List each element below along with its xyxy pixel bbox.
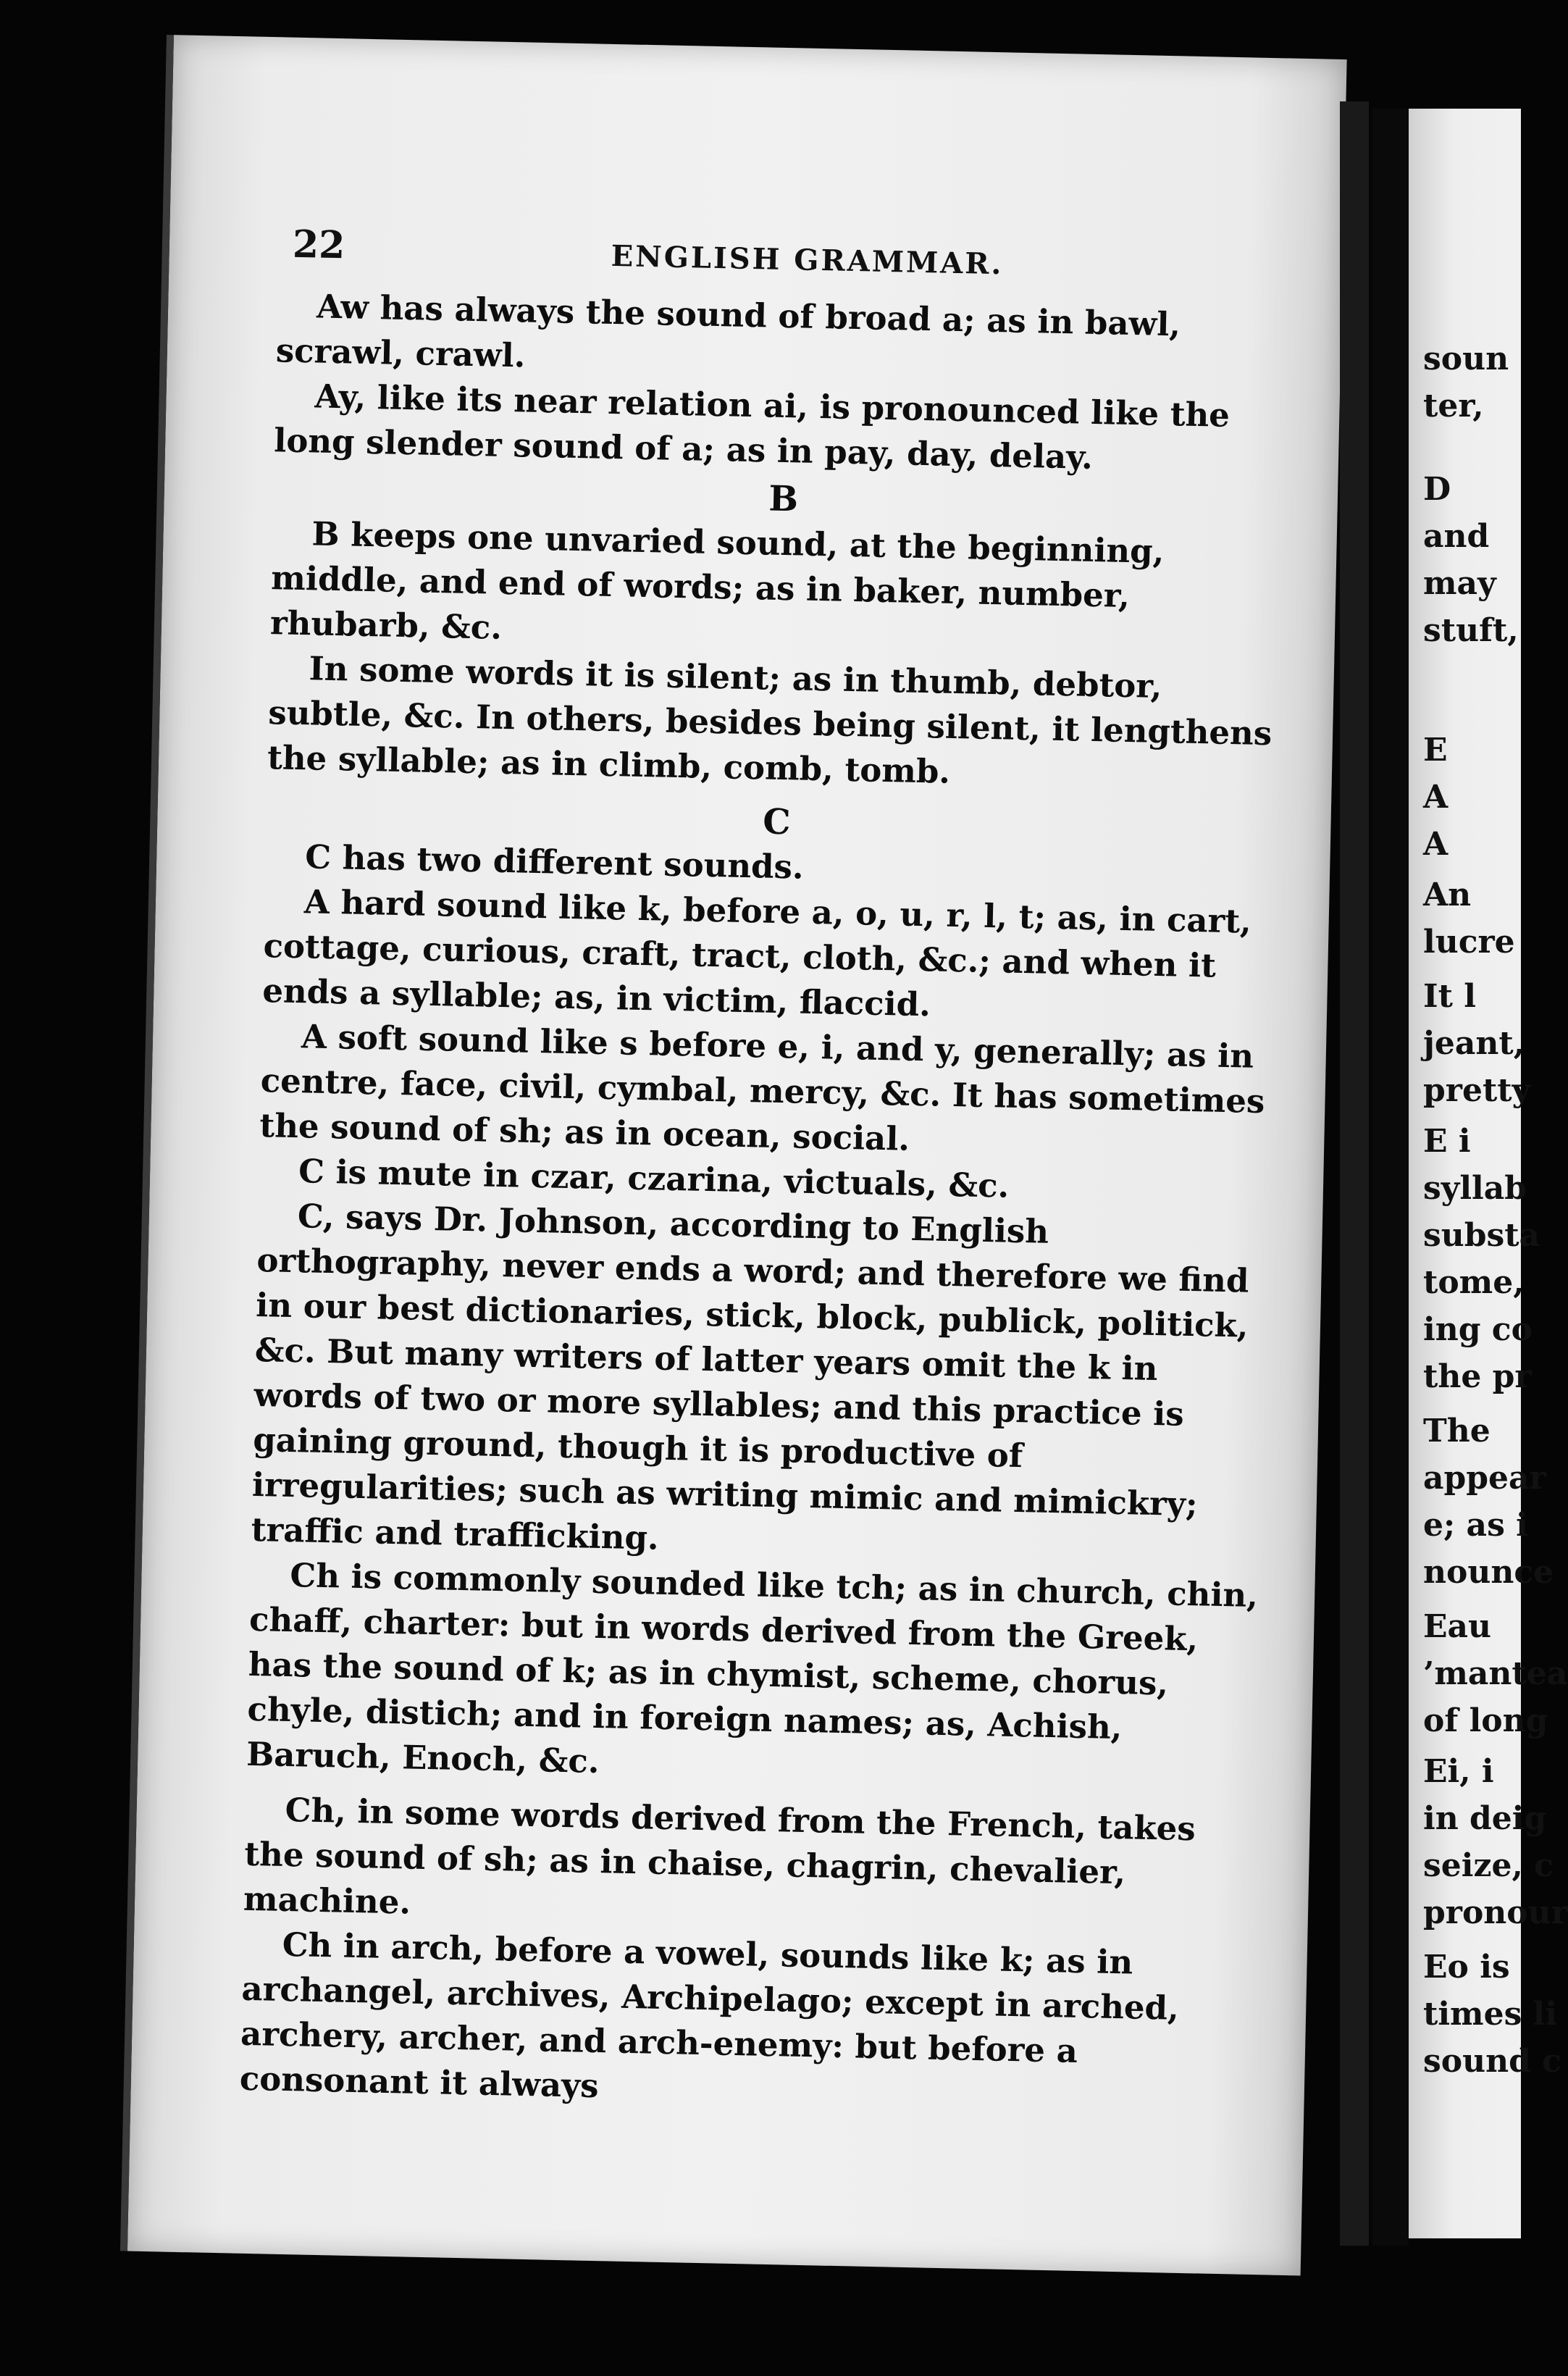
fragment-line: tome, <box>1423 1264 1525 1301</box>
fragment-line: lucre <box>1423 924 1515 961</box>
fragment-line: of long <box>1423 1702 1548 1739</box>
section-heading-b: B <box>768 478 799 520</box>
paragraph-b-silent: In some words it is silent; as in thumb, debtor, subtle, &c. In others, besides being silent, it lengthens the syllable; as in climb, comb, tomb. <box>267 649 1273 791</box>
fragment-line: Eo is <box>1423 1949 1510 1986</box>
section-heading-c: C <box>762 801 792 843</box>
fragment-line: ter, <box>1423 388 1484 424</box>
paragraph-ch-arch: Ch in arch, before a vowel, sounds like k; as in archangel, archives, Archipelago; except in arched, archery, archer, and arch-enemy: but before a consonant it always <box>239 1925 1180 2106</box>
fragment-line: A <box>1423 779 1448 816</box>
fragment-line: may <box>1423 565 1496 602</box>
fragment-line: jeant, <box>1423 1025 1525 1062</box>
running-head: ENGLISH GRAMMAR. <box>611 238 1004 282</box>
book-page <box>120 35 1347 2275</box>
fragment-line: ’mantea <box>1423 1655 1568 1692</box>
fragment-line: A <box>1423 826 1448 863</box>
fragment-line: nounce <box>1423 1554 1554 1591</box>
paragraph-ch-tch: Ch is commonly sounded like tch; as in church, chin, chaff, charter: but in words derived from the Greek, has the sound of k; as in chymist, scheme, chorus, chyle, distich; and in foreign names; as, Achish, Baruch, Enoch, &c. <box>246 1556 1259 1781</box>
paragraph-aw: Aw has always the sound of broad a; as in bawl, scrawl, crawl. <box>275 287 1181 375</box>
fragment-line: stuft, <box>1423 612 1519 649</box>
fragment-line: in deig <box>1423 1800 1547 1837</box>
paragraph-c-sounds: C has two different sounds. <box>304 837 805 887</box>
fragment-line: syllab <box>1423 1170 1527 1207</box>
fragment-line: E <box>1423 732 1448 769</box>
fragment-line: pronour <box>1423 1894 1568 1931</box>
paragraph-b-sound: B keeps one unvaried sound, at the beginning, middle, and end of words; as in baker, number, rhubarb, &c. <box>269 514 1165 647</box>
fragment-line: E i <box>1423 1123 1471 1160</box>
fragment-line: The <box>1423 1413 1491 1450</box>
fragment-line: D <box>1423 471 1451 508</box>
paragraph-c-johnson: C, says Dr. Johnson, according to English orthography, never ends a word; and therefore we find in our best dictionaries, stick, block, publick, politick, &c. But many writers of latter years omit the k in words of two or more syllables; and this practice is gaining ground, though it is productive of irregularities; such as writing mimic and mimickry; traffic and trafficking. <box>251 1197 1249 1557</box>
page-edge-shadow <box>1340 101 1369 2246</box>
fragment-line: It l <box>1423 978 1476 1015</box>
fragment-line: appear <box>1423 1460 1546 1497</box>
fragment-line: seize, c <box>1423 1847 1554 1884</box>
paragraph-c-soft: A soft sound like s before e, i, and y, generally; as in centre, face, civil, cymbal, mercy, &c. It has sometimes the sound of sh; as in ocean, social. <box>259 1017 1265 1158</box>
fragment-line: times li <box>1423 1996 1558 2033</box>
book-gutter <box>1372 109 1409 2246</box>
fragment-line: and <box>1423 518 1490 555</box>
fragment-line: substa <box>1423 1217 1540 1254</box>
page-number: 22 <box>292 222 345 268</box>
paragraph-c-hard: A hard sound like k, before a, o, u, r, l, t; as, in cart, cottage, curious, craft, tract, cloth, &c.; and when it ends a syllable; as, in victim, flaccid. <box>261 882 1252 1024</box>
fragment-line: Ei, i <box>1423 1753 1494 1790</box>
paragraph-ay: Ay, like its near relation ai, is pronounced like the long slender sound of a; as in pay, day, delay. <box>273 377 1230 477</box>
fragment-line: sound c <box>1423 2043 1561 2080</box>
fragment-line: ing co <box>1423 1311 1533 1348</box>
fragment-line: e; as i <box>1423 1507 1528 1544</box>
page-body <box>239 283 1298 2122</box>
fragment-line: pretty <box>1423 1072 1531 1109</box>
fragment-line: Eau <box>1423 1608 1492 1645</box>
fragment-line: soun <box>1423 340 1509 377</box>
adjacent-page-fragment <box>1409 109 1568 2238</box>
paragraph-ch-french: Ch, in some words derived from the French, takes the sound of sh; as in chaise, chagrin, chevalier, machine. <box>243 1790 1196 1922</box>
fragment-line: the pr <box>1423 1358 1532 1395</box>
paragraph-c-mute: C is mute in czar, czarina, victuals, &c. <box>298 1152 1010 1205</box>
fragment-line: An <box>1423 877 1472 913</box>
